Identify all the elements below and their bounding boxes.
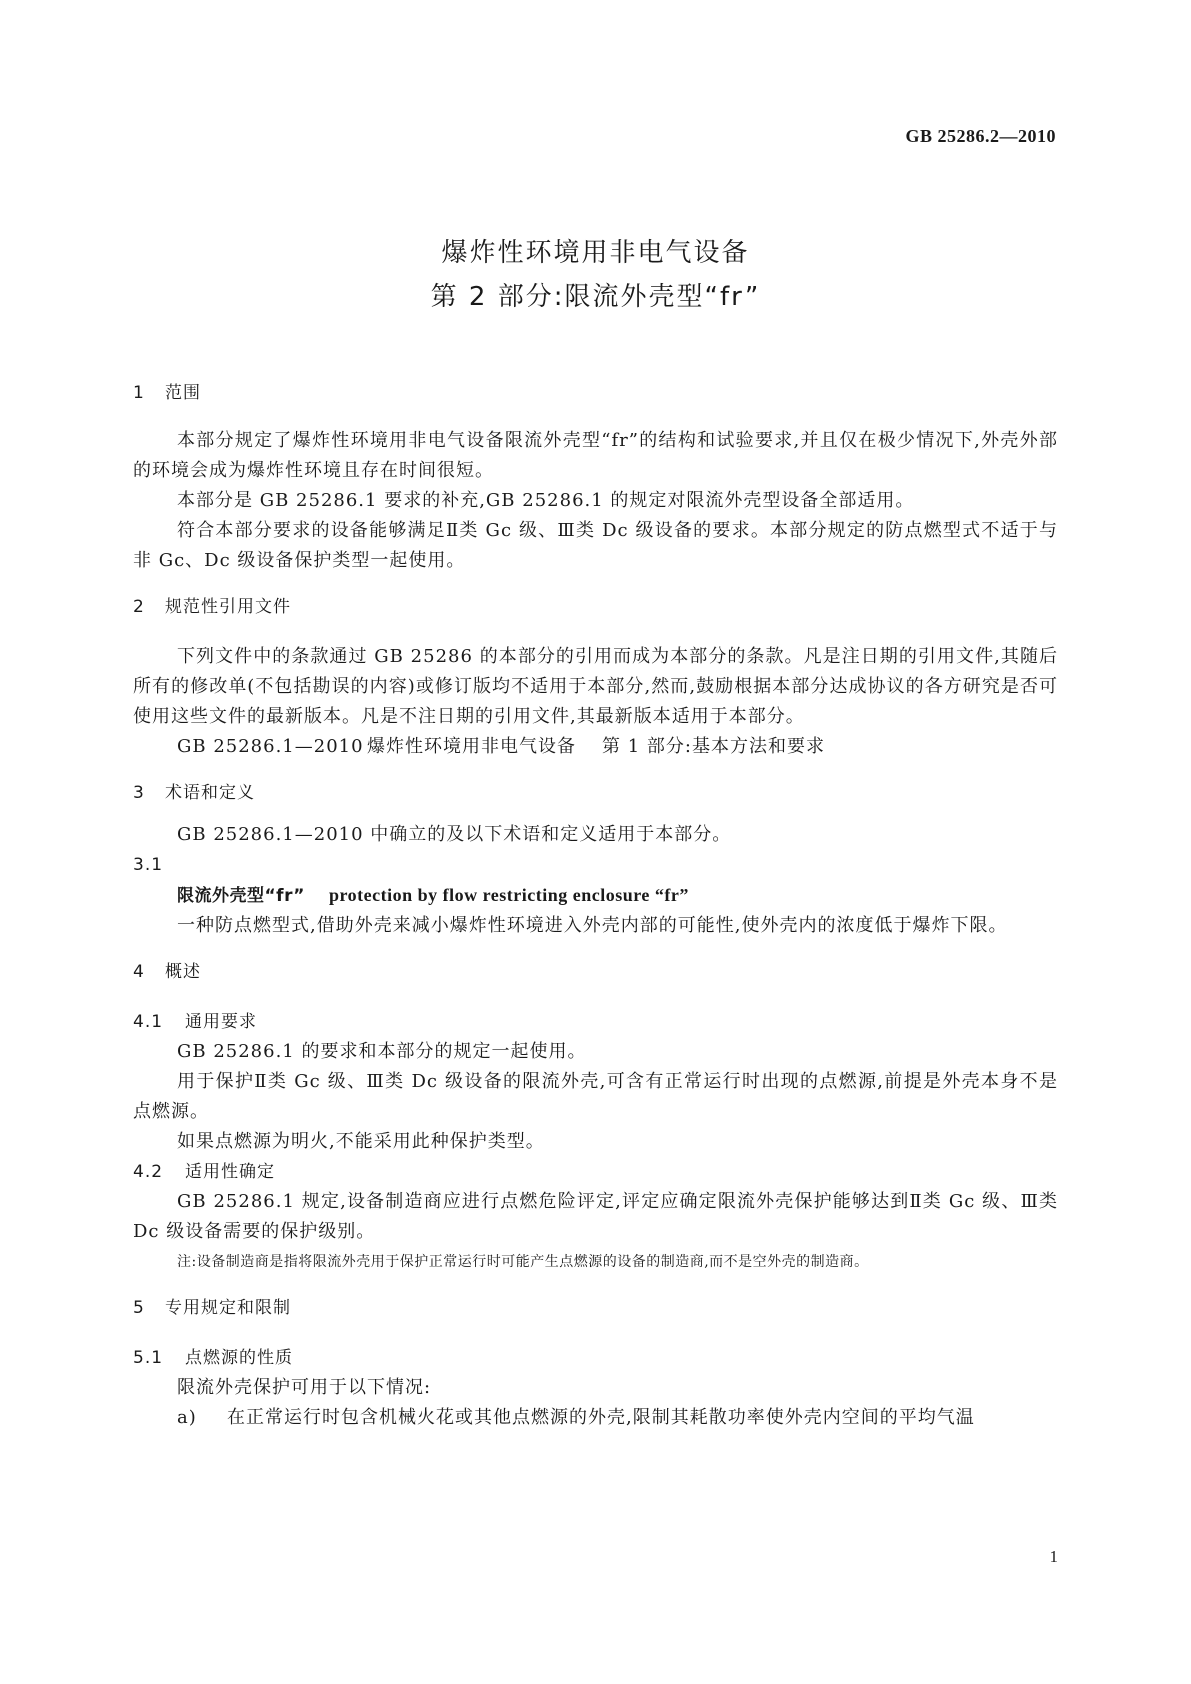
- section-2-heading: [133, 592, 1058, 622]
- subsection-4-1-heading: [133, 1007, 1058, 1037]
- reference-part: 第 1 部分:基本方法和要求: [602, 736, 825, 757]
- section-1-heading: [133, 378, 1058, 408]
- section-3-heading: [133, 778, 1058, 808]
- subsection-number: 5.1: [133, 1348, 164, 1368]
- section-1-paragraph-2: 本部分是 GB 25286.1 要求的补充,GB 25286.1 的规定对限流外壳型设备全部适用。: [177, 490, 915, 511]
- subsection-4-1-paragraph-2: 用于保护Ⅱ类 Gc 级、Ⅲ类 Dc 级设备的限流外壳,可含有正常运行时出现的点燃源,前提是外壳本身不是点燃源。: [133, 1071, 1058, 1122]
- reference-title: 爆炸性环境用非电气设备: [367, 736, 576, 757]
- section-number: 4: [133, 962, 145, 982]
- subsection-title: 点燃源的性质: [185, 1348, 293, 1368]
- subsection-5-1-heading: [133, 1343, 1058, 1373]
- subsection-title: 适用性确定: [185, 1162, 275, 1182]
- subsection-5-1-paragraph-1: 限流外壳保护可用于以下情况:: [177, 1377, 432, 1398]
- subsection-4-1-paragraph-1: GB 25286.1 的要求和本部分的规定一起使用。: [177, 1041, 587, 1062]
- subsection-3-1-number: 3.1: [133, 855, 164, 875]
- section-3-paragraph-1: GB 25286.1—2010 中确立的及以下术语和定义适用于本部分。: [177, 824, 732, 845]
- document-title-line-2: 第 2 部分:限流外壳型“fr”: [430, 282, 761, 312]
- subsection-4-2-note: 注:设备制造商是指将限流外壳用于保护正常运行时可能产生点燃源的设备的制造商,而不是空外壳的制造商。: [177, 1254, 869, 1270]
- section-4-heading: [133, 957, 1058, 987]
- term-chinese: 限流外壳型“fr”: [177, 886, 305, 906]
- section-number: 3: [133, 783, 145, 803]
- section-2-paragraph-1: 下列文件中的条款通过 GB 25286 的本部分的引用而成为本部分的条款。凡是注日期的引用文件,其随后所有的修改单(不包括勘误的内容)或修订版均不适用于本部分,然而,鼓励根据本部分达成协议的各方研究是否可使用这些文件的最新版本。凡是不注日期的引用文件,其最新版本适用于本部分。: [133, 646, 1058, 727]
- section-title: 范围: [165, 383, 201, 403]
- section-1-paragraph-3: 符合本部分要求的设备能够满足Ⅱ类 Gc 级、Ⅲ类 Dc 级设备的要求。本部分规定的防点燃型式不适于与非 Gc、Dc 级设备保护类型一起使用。: [133, 520, 1058, 571]
- section-title: 概述: [165, 962, 201, 982]
- section-title: 专用规定和限制: [165, 1298, 291, 1318]
- standard-code: GB 25286.2—2010: [905, 126, 1056, 146]
- document-body: [133, 378, 1058, 1433]
- page-number: 1: [1049, 1547, 1058, 1566]
- list-item-a: [133, 1403, 1058, 1433]
- normative-reference-entry: [133, 732, 1058, 762]
- subsection-4-1-paragraph-3: 如果点燃源为明火,不能采用此种保护类型。: [177, 1131, 545, 1152]
- list-item-text: 在正常运行时包含机械火花或其他点燃源的外壳,限制其耗散功率使外壳内空间的平均气温: [227, 1407, 975, 1428]
- term-entry: [133, 880, 1058, 911]
- section-1-paragraph-1: 本部分规定了爆炸性环境用非电气设备限流外壳型“fr”的结构和试验要求,并且仅在极少情况下,外壳外部的环境会成为爆炸性环境且存在时间很短。: [133, 430, 1058, 481]
- subsection-number: 4.1: [133, 1012, 164, 1032]
- subsection-4-2-heading: [133, 1157, 1058, 1187]
- section-number: 5: [133, 1298, 145, 1318]
- list-marker: a): [177, 1407, 197, 1428]
- section-5-heading: [133, 1293, 1058, 1323]
- subsection-title: 通用要求: [185, 1012, 257, 1032]
- section-number: 2: [133, 597, 145, 617]
- term-definition: 一种防点燃型式,借助外壳来减小爆炸性环境进入外壳内部的可能性,使外壳内的浓度低于爆炸下限。: [177, 915, 1008, 936]
- subsection-4-2-paragraph-1: GB 25286.1 规定,设备制造商应进行点燃危险评定,评定应确定限流外壳保护能够达到Ⅱ类 Gc 级、Ⅲ类 Dc 级设备需要的保护级别。: [133, 1191, 1058, 1242]
- section-title: 规范性引用文件: [165, 597, 291, 617]
- subsection-number: 4.2: [133, 1162, 164, 1182]
- term-english: protection by flow restricting enclosure “fr”: [328, 885, 689, 905]
- reference-code: GB 25286.1—2010: [177, 736, 364, 757]
- section-title: 术语和定义: [165, 783, 255, 803]
- section-number: 1: [133, 383, 145, 403]
- document-title-line-1: 爆炸性环境用非电气设备: [441, 238, 750, 268]
